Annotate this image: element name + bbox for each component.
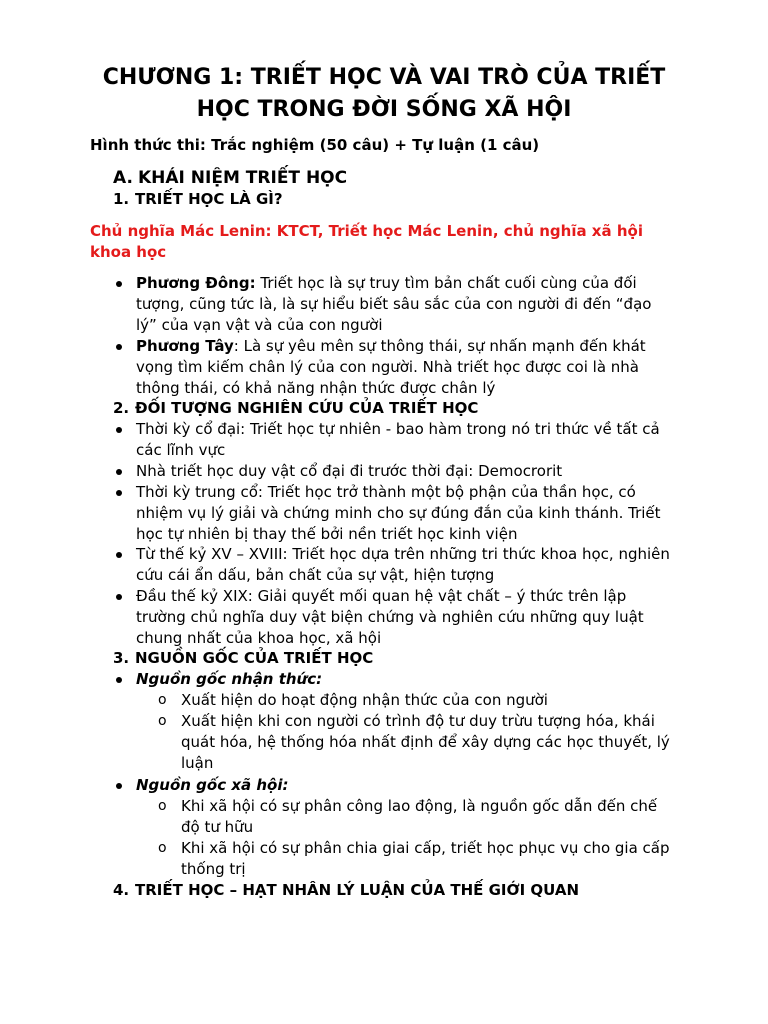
medieval-line-3: học tự nhiên bị thay thế bởi nền triết học kinh viện [136,525,518,543]
exam-format: Hình thức thi: Trắc nghiệm (50 câu) + Tự luận (1 câu) [90,136,540,154]
social-2-line-1: Khi xã hội có sự phân chia giai cấp, triết học phục vụ cho gia cấp [181,839,670,857]
heading-1-text: TRIẾT HỌC LÀ GÌ? [135,190,283,208]
east-label: Phương Đông: [136,274,256,292]
heading-2-text: ĐỐI TƯỢNG NGHIÊN CỨU CỦA TRIẾT HỌC [135,399,479,417]
sub-item-social-2 [158,838,670,880]
bullet-medieval [113,482,661,545]
heading-4 [113,880,579,901]
bullet-east [113,273,651,336]
heading-3-number: 3. [113,649,130,667]
chapter-title-line-2: HỌC TRONG ĐỜI SỐNG XÃ HỘI [196,97,572,122]
cognitive-2-line-3: luận [181,754,214,772]
century-19-line-3: chung nhất của khoa học, xã hội [136,629,382,647]
east-text-line-2: tượng, cũng tức là, là sự hiểu biết sâu sắc của con người đi đến “đạo [136,295,652,313]
bullet-democritus [113,461,562,482]
heading-3 [113,648,373,669]
chapter-title [60,62,708,126]
ancient-line-1: Thời kỳ cổ đại: Triết học tự nhiên - bao hàm trong nó tri thức về tất cả [136,420,660,438]
bullet-dot [116,469,122,475]
heading-1 [113,189,283,210]
cognitive-origin-label: Nguồn gốc nhận thức: [136,670,323,688]
medieval-line-1: Thời kỳ trung cổ: Triết học trở thành một bộ phận của thần học, có [136,483,636,501]
bullet-dot [116,594,122,600]
west-text-line-3: thông thái, có khả năng nhận thức được chân lý [136,379,496,397]
social-2-line-2: thống trị [181,860,246,878]
bullet-cognitive-origin [113,669,322,690]
heading-2 [113,398,478,419]
social-1-line-2: độ tư hữu [181,818,254,836]
sub-item-social-1 [158,796,657,838]
heading-2-number: 2. [113,399,130,417]
bullet-dot [116,783,122,789]
red-note-line-1: Chủ nghĩa Mác Lenin: KTCT, Triết học Mác Lenin, chủ nghĩa xã hội [90,222,643,240]
bullet-dot [116,552,122,558]
heading-4-number: 4. [113,881,130,899]
west-text-line-1: : Là sự yêu mên sự thông thái, sự nhấn mạnh đến khát [233,337,646,355]
democritus-line-1: Nhà triết học duy vật cổ đại đi trước thời đại: Democrorit [136,462,563,480]
sub-item-cognitive-2 [158,711,670,774]
chapter-title-line-1: CHƯƠNG 1: TRIẾT HỌC VÀ VAI TRÒ CỦA TRIẾT [102,65,666,90]
century-19-line-1: Đầu thế kỷ XIX: Giải quyết mối quan hệ vật chất – ý thức trên lập [136,587,627,605]
bullet-social-origin [113,775,288,796]
sub-bullet-marker: o [158,692,167,708]
heading-4-text: TRIẾT HỌC – HẠT NHÂN LÝ LUẬN CỦA THẾ GIỚI QUAN [135,881,580,899]
bullet-19-century [113,586,644,649]
ancient-line-2: các lĩnh vực [136,441,226,459]
red-note-line-2: khoa học [90,243,167,261]
bullet-ancient [113,419,660,461]
century-19-line-2: trường chủ nghĩa duy vật biện chứng và nghiên cứu những quy luật [136,608,644,626]
heading-1-number: 1. [113,190,130,208]
century-15-18-line-1: Từ thế kỷ XV – XVIII: Triết học dựa trên những tri thức khoa học, nghiên [136,545,670,563]
cognitive-2-line-2: quát hóa, hệ thống hóa nhất định để xây dựng các học thuyết, lý [181,733,670,751]
heading-3-text: NGUỒN GỐC CỦA TRIẾT HỌC [135,649,374,667]
section-a-number: A. [113,168,133,188]
bullet-15-18-century [113,544,670,586]
social-origin-label: Nguồn gốc xã hội: [136,776,289,794]
west-text-line-2: vọng tìm kiếm chân lý của con người. Nhà triết học được coi là nhà [136,358,639,376]
bullet-dot [116,281,122,287]
section-a-label: KHÁI NIỆM TRIẾT HỌC [138,168,348,188]
sub-bullet-marker: o [158,713,167,729]
east-text-line-3: lý” của vạn vật và của con người [136,316,383,334]
century-15-18-line-2: cứu cái ẩn dấu, bản chất của sự vật, hiện tượng [136,566,495,584]
bullet-dot [116,677,122,683]
east-text-line-1: Triết học là sự truy tìm bản chất cuối cùng của đối [255,274,637,292]
west-label: Phương Tây [136,337,234,355]
bullet-west [113,336,646,399]
cognitive-1-line-1: Xuất hiện do hoạt động nhận thức của con người [181,691,548,709]
cognitive-2-line-1: Xuất hiện khi con người có trình độ tư duy trừu tượng hóa, khái [181,712,655,730]
sub-item-cognitive-1 [158,690,548,711]
section-a-heading [113,166,347,190]
medieval-line-2: nhiệm vụ lý giải và chứng minh cho sự đúng đắn của kinh thánh. Triết [136,504,661,522]
red-note [90,221,690,263]
social-1-line-1: Khi xã hội có sự phân công lao động, là nguồn gốc dẫn đến chế [181,797,658,815]
bullet-dot [116,344,122,350]
bullet-dot [116,490,122,496]
bullet-dot [116,427,122,433]
sub-bullet-marker: o [158,798,167,814]
sub-bullet-marker: o [158,840,167,856]
